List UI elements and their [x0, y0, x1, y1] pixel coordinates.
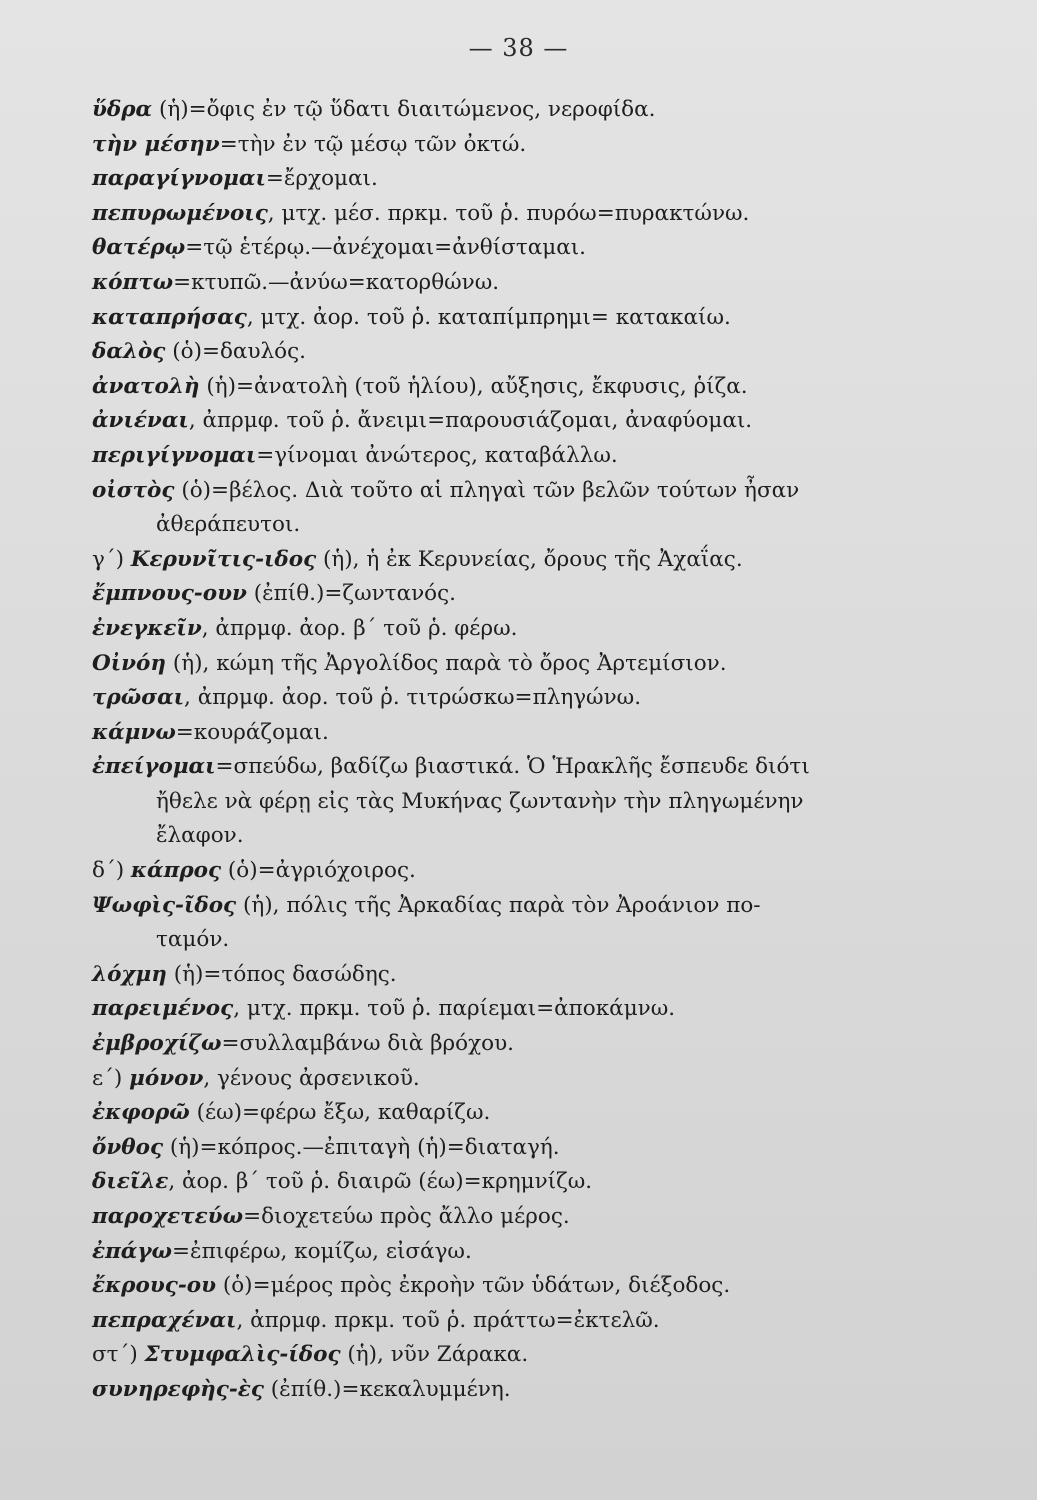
glossary-entry [92, 162, 972, 197]
definition-text: =κτυπῶ.—ἀνύω=κατορθώνω. [173, 269, 500, 295]
glossary-entry [92, 128, 972, 163]
glossary-entry [92, 335, 972, 370]
definition-text: , μτχ. ἀορ. τοῦ ῥ. καταπίμπρημι= κατακαίω. [246, 304, 731, 330]
definition-text: =γίνομαι ἀνώτερος, καταβάλλω. [256, 442, 618, 468]
headword: κάπρος [130, 858, 222, 884]
headword: κόπτω [92, 269, 174, 295]
definition-text: , ἀπρμφ. ἀορ. τοῦ ῥ. τιτρώσκω=πληγώνω. [184, 685, 642, 711]
glossary-entry [92, 681, 972, 716]
glossary-entry [92, 1062, 972, 1097]
headword: παρειμένος [92, 996, 234, 1022]
headword: παραγίγνομαι [92, 166, 266, 192]
definition-text: (ὁ)=δαυλός. [165, 339, 306, 365]
headword: παροχετεύω [92, 1204, 244, 1229]
glossary-entry [92, 266, 972, 301]
definition-text: , ἀπρμφ. τοῦ ῥ. ἄνειμι=παρουσιάζομαι, ἀναφύομαι. [188, 408, 753, 434]
definition-text: (ἡ), νῦν Ζάρακα. [340, 1342, 529, 1368]
headword: συνηρεφὴς-ὲς [92, 1376, 264, 1402]
definition-text: (ἡ)=κόπρος.—ἐπιταγὴ (ἡ)=διαταγή. [163, 1134, 560, 1160]
glossary-entry [92, 889, 972, 924]
definition-text: (ἡ)=ὄφις ἐν τῷ ὕδατι διαιτώμενος, νεροφίδα. [152, 97, 656, 122]
page-number: — 38 — [468, 34, 569, 62]
section-marker: ε΄) [92, 1065, 130, 1091]
definition-text: ἀθεράπευτοι. [156, 512, 301, 538]
definition-text: ἤθελε νὰ φέρῃ εἰς τὰς Μυκήνας ζωντανὴν τὴν πληγωμένην [156, 788, 804, 814]
headword: δαλὸς [92, 339, 166, 365]
definition-text: (έω)=φέρω ἔξω, καθαρίζω. [189, 1100, 491, 1126]
glossary-entry [92, 992, 972, 1027]
definition-text: ταμόν. [156, 927, 230, 953]
glossary-continuation-line [92, 785, 972, 820]
glossary-entry [92, 474, 972, 509]
glossary-entry [92, 197, 972, 232]
headword: ἔκρους-ου [92, 1273, 217, 1299]
headword: ἐπάγω [92, 1238, 173, 1264]
definition-text: =σπεύδω, βαδίζω βιαστικά. Ὁ Ἡρακλῆς ἔσπευδε διότι [215, 754, 810, 780]
headword: οἰστὸς [92, 477, 175, 503]
section-marker: στ΄) [92, 1342, 145, 1368]
glossary-entry [92, 1304, 972, 1339]
definition-text: , μτχ. μέσ. πρκμ. τοῦ ῥ. πυρόω=πυρακτώνω. [267, 200, 750, 226]
definition-text: (ἡ), ἡ ἐκ Κερυνείας, ὄρους τῆς Ἀχαΐας. [316, 546, 743, 572]
definition-text: =διοχετεύω πρὸς ἄλλο μέρος. [243, 1204, 570, 1229]
glossary-entry [92, 231, 972, 266]
glossary-entry [92, 1338, 972, 1373]
definition-text: (ὁ)=μέρος πρὸς ἐκροὴν τῶν ὑδάτων, διέξοδος. [216, 1273, 731, 1299]
glossary-entry [92, 543, 972, 578]
headword: διεῖλε [92, 1169, 169, 1195]
glossary-entry [92, 404, 972, 439]
glossary-continuation-line [92, 819, 972, 854]
glossary-entry [92, 958, 972, 993]
definition-text: (ἐπίθ.)=κεκαλυμμένη. [263, 1376, 511, 1402]
headword: Οἰνόη [92, 650, 167, 676]
headword: ἀνιέναι [92, 408, 189, 434]
definition-text: (ἡ)=ἀνατολὴ (τοῦ ἡλίου), αὔξησις, ἔκφυσις, ῥίζα. [199, 373, 748, 399]
definition-text: =κουράζομαι. [175, 719, 329, 745]
definition-text: , ἀπρμφ. ἀορ. β΄ τοῦ ῥ. φέρω. [201, 615, 518, 641]
glossary-entries [92, 93, 972, 1408]
definition-text: =ἔρχομαι. [265, 166, 378, 192]
headword: περιγίγνομαι [92, 442, 257, 468]
headword: λόχμη [92, 961, 167, 987]
headword: Στυμφαλὶς-ίδος [144, 1342, 341, 1368]
glossary-entry [92, 1165, 972, 1200]
glossary-entry [92, 854, 972, 889]
glossary-entry [92, 301, 972, 336]
glossary-entry [92, 612, 972, 647]
headword: τὴν μέσην [92, 131, 220, 157]
headword: κάμνω [92, 719, 176, 745]
headword: ἐπείγομαι [92, 754, 216, 780]
glossary-entry [92, 1269, 972, 1304]
glossary-entry [92, 1200, 972, 1235]
definition-text: , ἀορ. β΄ τοῦ ῥ. διαιρῶ (έω)=κρημνίζω. [168, 1169, 593, 1195]
section-marker: γ΄) [92, 546, 131, 572]
headword: θατέρῳ [92, 235, 186, 261]
headword: Ψωφὶς-ῖδος [92, 892, 237, 918]
definition-text: , ἀπρμφ. πρκμ. τοῦ ῥ. πράττω=ἐκτελῶ. [236, 1307, 660, 1333]
glossary-entry [92, 577, 972, 612]
headword: ἐμβροχίζω [92, 1031, 222, 1057]
section-marker: δ΄) [92, 858, 131, 884]
headword: πεπυρωμένοις [92, 200, 268, 226]
definition-text: (ὁ)=βέλος. Διὰ τοῦτο αἱ πληγαὶ τῶν βελῶν τούτων ἦσαν [174, 477, 800, 503]
glossary-entry [92, 1131, 972, 1166]
glossary-entry [92, 439, 972, 474]
definition-text: (ἐπίθ.)=ζωντανός. [246, 581, 456, 607]
glossary-continuation-line [92, 508, 972, 543]
glossary-entry [92, 647, 972, 682]
definition-text: , μτχ. πρκμ. τοῦ ῥ. παρίεμαι=ἀποκάμνω. [233, 996, 676, 1022]
definition-text: (ἡ), κώμη τῆς Ἀργολίδος παρὰ τὸ ὄρος Ἀρτεμίσιον. [166, 650, 727, 676]
definition-text: =συλλαμβάνω διὰ βρόχου. [221, 1031, 514, 1057]
glossary-continuation-line [92, 923, 972, 958]
headword: ἐνεγκεῖν [92, 615, 202, 641]
headword: ὄνθος [92, 1134, 164, 1160]
glossary-entry [92, 1096, 972, 1131]
glossary-entry [92, 1027, 972, 1062]
definition-text: =ἐπιφέρω, κομίζω, εἰσάγω. [172, 1238, 472, 1264]
glossary-entry [92, 370, 972, 405]
glossary-entry [92, 1235, 972, 1270]
headword: καταπρήσας [92, 304, 247, 330]
headword: μόνον [129, 1065, 204, 1091]
glossary-entry [92, 93, 972, 128]
definition-text: =τῷ ἑτέρῳ.—ἀνέχομαι=ἀνθίσταμαι. [185, 235, 586, 261]
headword: ὕδρα [92, 97, 153, 122]
definition-text: , γένους ἀρσενικοῦ. [203, 1065, 420, 1091]
headword: ἀνατολὴ [92, 373, 200, 399]
definition-text: ἔλαφον. [156, 823, 244, 849]
definition-text: =τὴν ἐν τῷ μέσῳ τῶν ὀκτώ. [219, 131, 527, 157]
headword: Κερυνῖτις-ιδος [130, 546, 317, 572]
glossary-entry [92, 750, 972, 785]
glossary-entry [92, 716, 972, 751]
headword: τρῶσαι [92, 685, 185, 711]
headword: ἔμπνους-ουν [92, 581, 247, 607]
definition-text: (ἡ)=τόπος δασώδης. [166, 961, 397, 987]
headword: ἐκφορῶ [92, 1100, 190, 1126]
definition-text: (ὁ)=ἀγριόχοιρος. [221, 858, 416, 884]
headword: πεπραχέναι [92, 1307, 237, 1333]
definition-text: (ἡ), πόλις τῆς Ἀρκαδίας παρὰ τὸν Ἀροάνιον πο- [236, 892, 761, 918]
glossary-entry [92, 1373, 972, 1408]
